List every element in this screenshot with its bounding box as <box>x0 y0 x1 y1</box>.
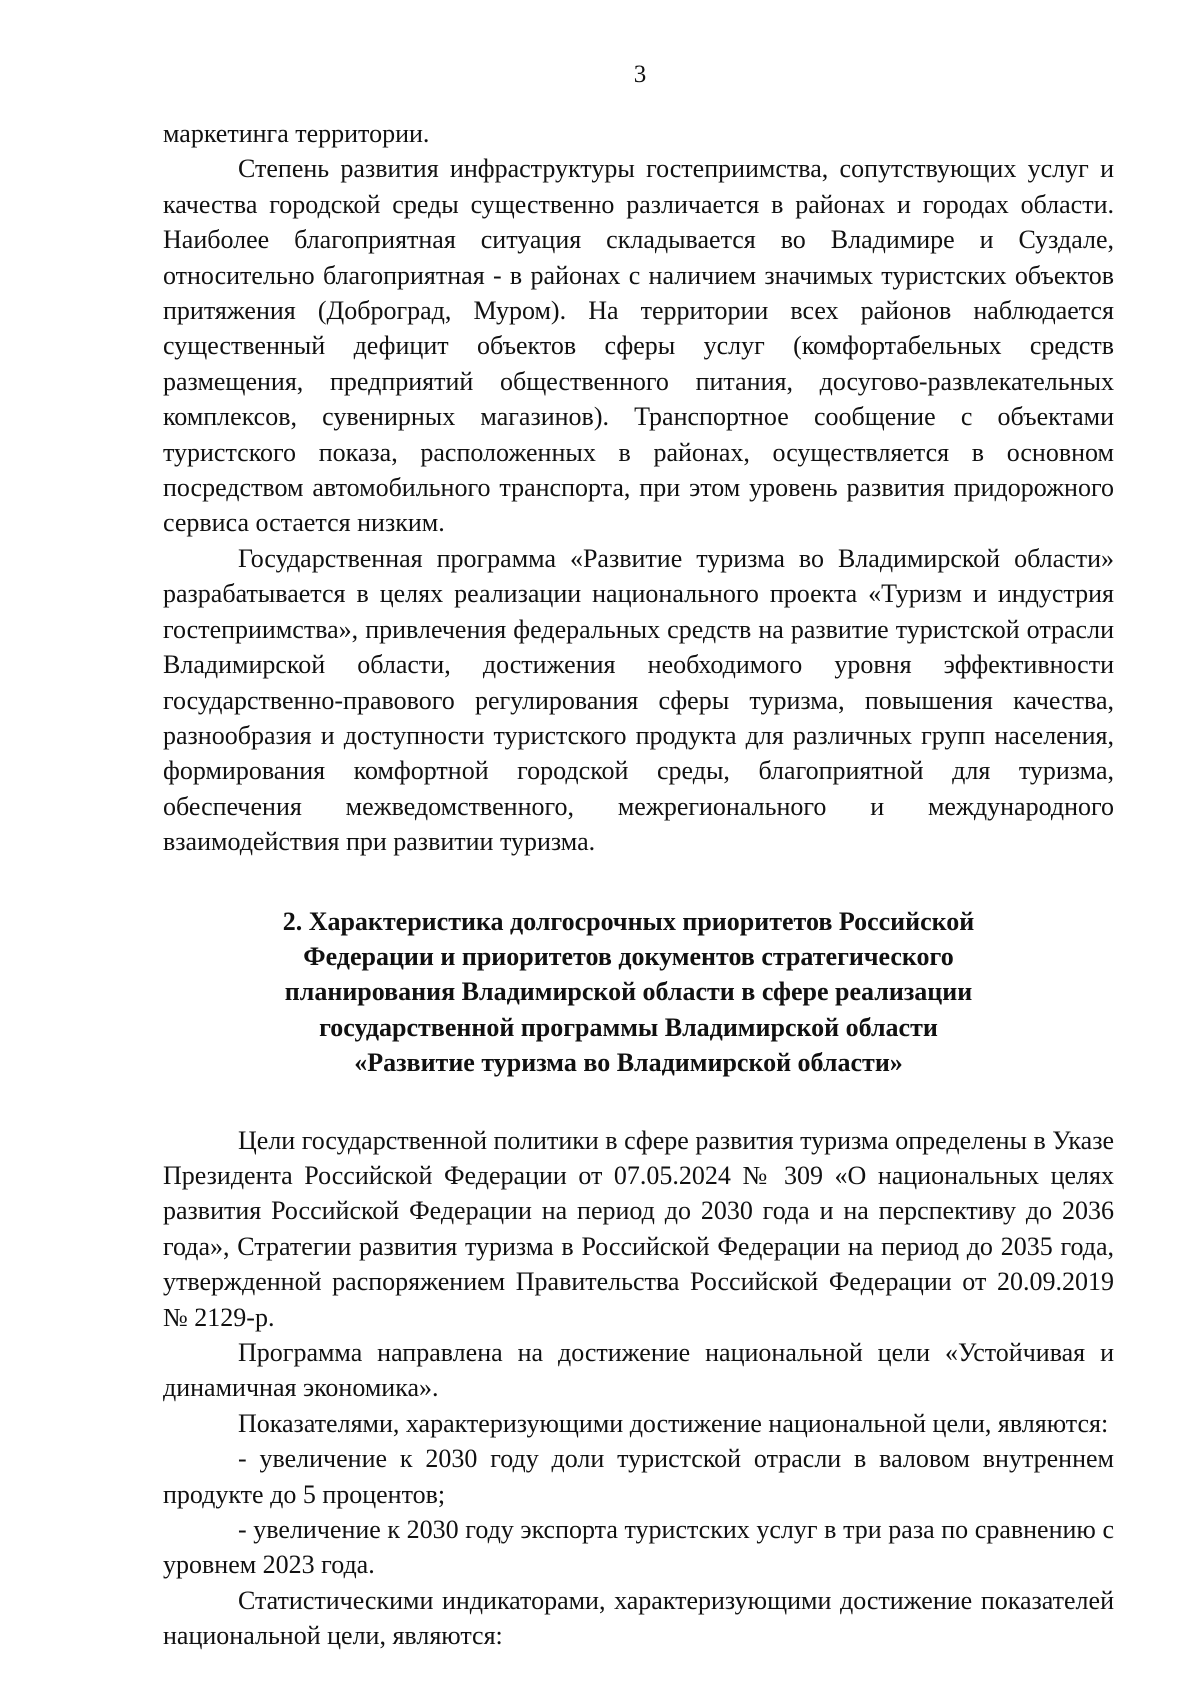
paragraph: Показателями, характеризующими достижение национальной цели, являются: <box>238 1408 1109 1438</box>
paragraph: маркетинга территории. <box>163 119 430 148</box>
paragraph: Государственная программа «Развитие туризма во Владимирской области» разрабатывается в целях реализации национального проекта «Туризм и индустрия гостеприимства», привлечения федеральных средств на развитие туристской отрасли Владимирской области, достижения необходимого уровня эффективности государственно-правового регулирования сферы туризма, повышения качества, разнообразия и доступности туристского продукта для различных групп населения, формирования комфортной городской среды, благоприятной для туризма, обеспечения межведомственного, межрегионального и международного взаимодействия при развитии туризма. <box>163 543 1114 857</box>
document-body <box>163 116 1114 1654</box>
heading-line: Федерации и приоритетов документов стратегического <box>303 941 954 971</box>
heading-line: государственной программы Владимирской области <box>319 1012 938 1042</box>
paragraph: Степень развития инфраструктуры гостеприимства, сопутствующих услуг и качества городской среды существенно различается в районах и городах области. Наиболее благоприятная ситуация складывается во Владимире и Суздале, относительно благоприятная - в районах с наличием значимых туристских объектов притяжения (Доброград, Муром). На территории всех районов наблюдается существенный дефицит объектов сферы услуг (комфортабельных средств размещения, предприятий общественного питания, досугово-развлекательных комплексов, сувенирных магазинов). Транспортное сообщение с объектами туристского показа, расположенных в районах, осуществляется в основном посредством автомобильного транспорта, при этом уровень развития придорожного сервиса остается низким. <box>163 154 1114 538</box>
paragraph: Цели государственной политики в сфере развития туризма определены в Указе Президента Российской Федерации от 07.05.2024 № 309 «О национальных целях развития Российской Федерации на период до 2030 года и на перспективу до 2036 года», Стратегии развития туризма в Российской Федерации на период до 2035 года, утвержденной распоряжением Правительства Российской Федерации от 20.09.2019 № 2129-р. <box>163 1125 1115 1332</box>
list-item: - увеличение к 2030 году доли туристской отрасли в валовом внутреннем продукте до 5 процентов; <box>163 1444 1114 1509</box>
section-intro <box>163 116 1114 860</box>
heading-line: «Развитие туризма во Владимирской области» <box>354 1048 903 1078</box>
list-item: - увеличение к 2030 году экспорта туристских услуг в три раза по сравнению с уровнем 2023 года. <box>163 1515 1114 1580</box>
paragraph: Программа направлена на достижение национальной цели «Устойчивая и динамичная экономика». <box>163 1338 1114 1403</box>
section-heading <box>163 904 1114 1081</box>
heading-line: планирования Владимирской области в сфере реализации <box>284 977 973 1007</box>
paragraph: Статистическими индикаторами, характеризующими достижение показателей национальной цели, являются: <box>163 1585 1114 1651</box>
heading-line: 2. Характеристика долгосрочных приоритетов Российской <box>282 906 975 936</box>
page-number: 3 <box>633 61 647 88</box>
section-priorities <box>163 1123 1114 1654</box>
